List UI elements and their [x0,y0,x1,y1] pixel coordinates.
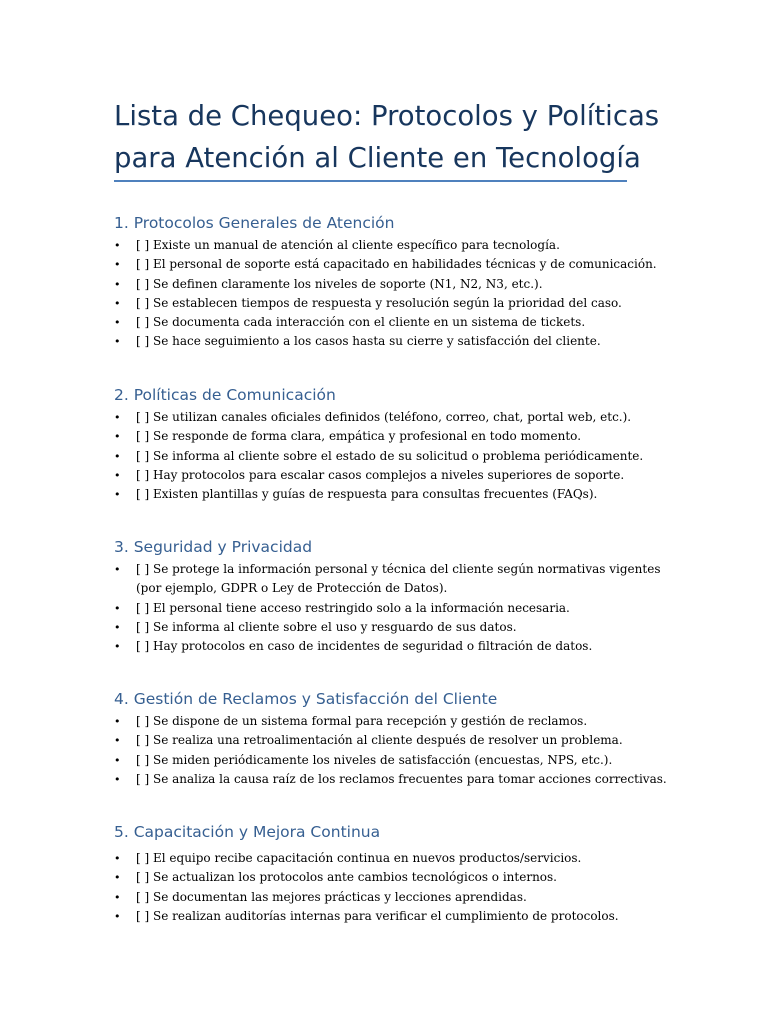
checklist-item [114,849,654,868]
item-text: [ ] Se dispone de un sistema formal para recepción y gestión de reclamos. [136,714,588,728]
item-text: [ ] Se responde de forma clara, empática y profesional en todo momento. [136,429,582,444]
checklist-item [114,770,667,789]
checklist-item [114,447,654,466]
checklist-item [114,599,654,618]
checklist [114,236,657,352]
checklist-item [114,313,654,332]
section-heading: 5. Capacitación y Mejora Continua [114,823,381,841]
item-text: [ ] Se informa al cliente sobre el uso y resguardo de sus datos. [136,619,517,634]
section-heading: 1. Protocolos Generales de Atención [114,214,395,232]
bullet-icon: • [114,488,121,502]
item-text: [ ] El personal de soporte está capacitado en habilidades técnicas y de comunicación. [136,257,657,272]
bullet-icon: • [114,296,121,310]
bullet-icon: • [114,620,121,634]
bullet-icon: • [114,449,121,463]
item-text: [ ] Se definen claramente los niveles de soporte (N1, N2, N3, etc.). [136,276,543,291]
section-capacitacion-mejora [114,819,654,926]
item-text: [ ] Se actualizan los protocolos ante cambios tecnológicos o internos. [136,870,557,885]
item-text: [ ] El personal tiene acceso restringido solo a la información necesaria. [136,600,570,615]
bullet-icon: • [114,258,121,272]
checklist-item [114,888,654,907]
item-text: [ ] Hay protocolos en caso de incidentes de seguridad o filtración de datos. [136,639,593,654]
checklist-item-continuation [114,579,654,598]
checklist-item [114,618,654,637]
bullet-icon: • [114,715,121,728]
bullet-icon: • [114,734,121,748]
item-text: [ ] Se protege la información personal y técnica del cliente según normativas vigentes [136,562,661,576]
bullet-icon: • [114,277,121,291]
checklist-item [114,907,654,926]
checklist-item [114,560,661,579]
bullet-icon: • [114,468,121,482]
item-text: [ ] Hay protocolos para escalar casos complejos a niveles superiores de soporte. [136,467,625,482]
item-text: [ ] Se informa al cliente sobre el estado de su solicitud o problema periódicamente. [136,448,644,463]
title-underline [114,180,627,182]
item-text: [ ] Se miden periódicamente los niveles de satisfacción (encuestas, NPS, etc.). [136,752,613,767]
bullet-icon: • [114,772,121,786]
checklist-item [114,712,654,731]
item-text: [ ] Se documentan las mejores prácticas y lecciones aprendidas. [136,889,527,904]
item-text: (por ejemplo, GDPR o Ley de Protección de Datos). [136,581,448,596]
section-protocolos-generales [114,210,657,352]
item-text: [ ] El equipo recibe capacitación continua en nuevos productos/servicios. [136,851,582,865]
item-text: [ ] Se utilizan canales oficiales definidos (teléfono, correo, chat, portal web, etc.). [136,410,632,424]
bullet-icon: • [114,335,121,349]
item-text: [ ] Se hace seguimiento a los casos hasta su cierre y satisfacción del cliente. [136,334,601,349]
checklist-item [114,332,654,351]
section-heading: 3. Seguridad y Privacidad [114,538,313,556]
item-text: [ ] Se documenta cada interacción con el cliente en un sistema de tickets. [136,315,586,330]
bullet-icon: • [114,753,121,767]
item-text: [ ] Existen plantillas y guías de respuesta para consultas frecuentes (FAQs). [136,487,598,502]
bullet-icon: • [114,871,121,885]
bullet-icon: • [114,640,121,654]
checklist-item [114,485,654,504]
title-line-2: para Atención al Cliente en Tecnología [114,142,641,174]
section-heading: 4. Gestión de Reclamos y Satisfacción del Cliente [114,690,498,708]
bullet-icon: • [114,909,121,923]
checklist-item [114,275,654,294]
bullet-icon: • [114,430,121,444]
checklist-item [114,637,654,656]
section-politicas-comunicacion [114,382,654,504]
bullet-icon: • [114,852,121,865]
item-text: [ ] Se analiza la causa raíz de los reclamos frecuentes para tomar acciones correctivas. [136,771,667,786]
checklist-item [114,427,654,446]
checklist-item [114,255,657,274]
bullet-icon: • [114,411,121,424]
bullet-icon: • [114,890,121,904]
checklist-item [114,408,654,427]
checklist-item [114,236,654,255]
item-text: [ ] Existe un manual de atención al cliente específico para tecnología. [136,238,560,252]
item-text: [ ] Se realizan auditorías internas para verificar el cumplimiento de protocolos. [136,908,619,923]
bullet-icon: • [114,316,121,330]
checklist [114,408,654,504]
bullet-icon: • [114,239,121,252]
checklist-item [114,294,654,313]
title-line-1: Lista de Chequeo: Protocolos y Políticas [114,100,660,132]
item-text: [ ] Se realiza una retroalimentación al cliente después de resolver un problema. [136,733,623,748]
section-heading: 2. Políticas de Comunicación [114,386,336,404]
checklist-item [114,731,654,750]
section-seguridad-privacidad [114,534,661,656]
section-gestion-reclamos [114,686,667,789]
page-title [114,95,660,179]
item-text: [ ] Se establecen tiempos de respuesta y resolución según la prioridad del caso. [136,295,622,310]
bullet-icon: • [114,563,121,576]
checklist [114,712,667,789]
checklist-item [114,751,654,770]
checklist [114,849,654,926]
checklist [114,560,661,656]
checklist-item [114,868,654,887]
checklist-item [114,466,654,485]
bullet-icon: • [114,601,121,615]
